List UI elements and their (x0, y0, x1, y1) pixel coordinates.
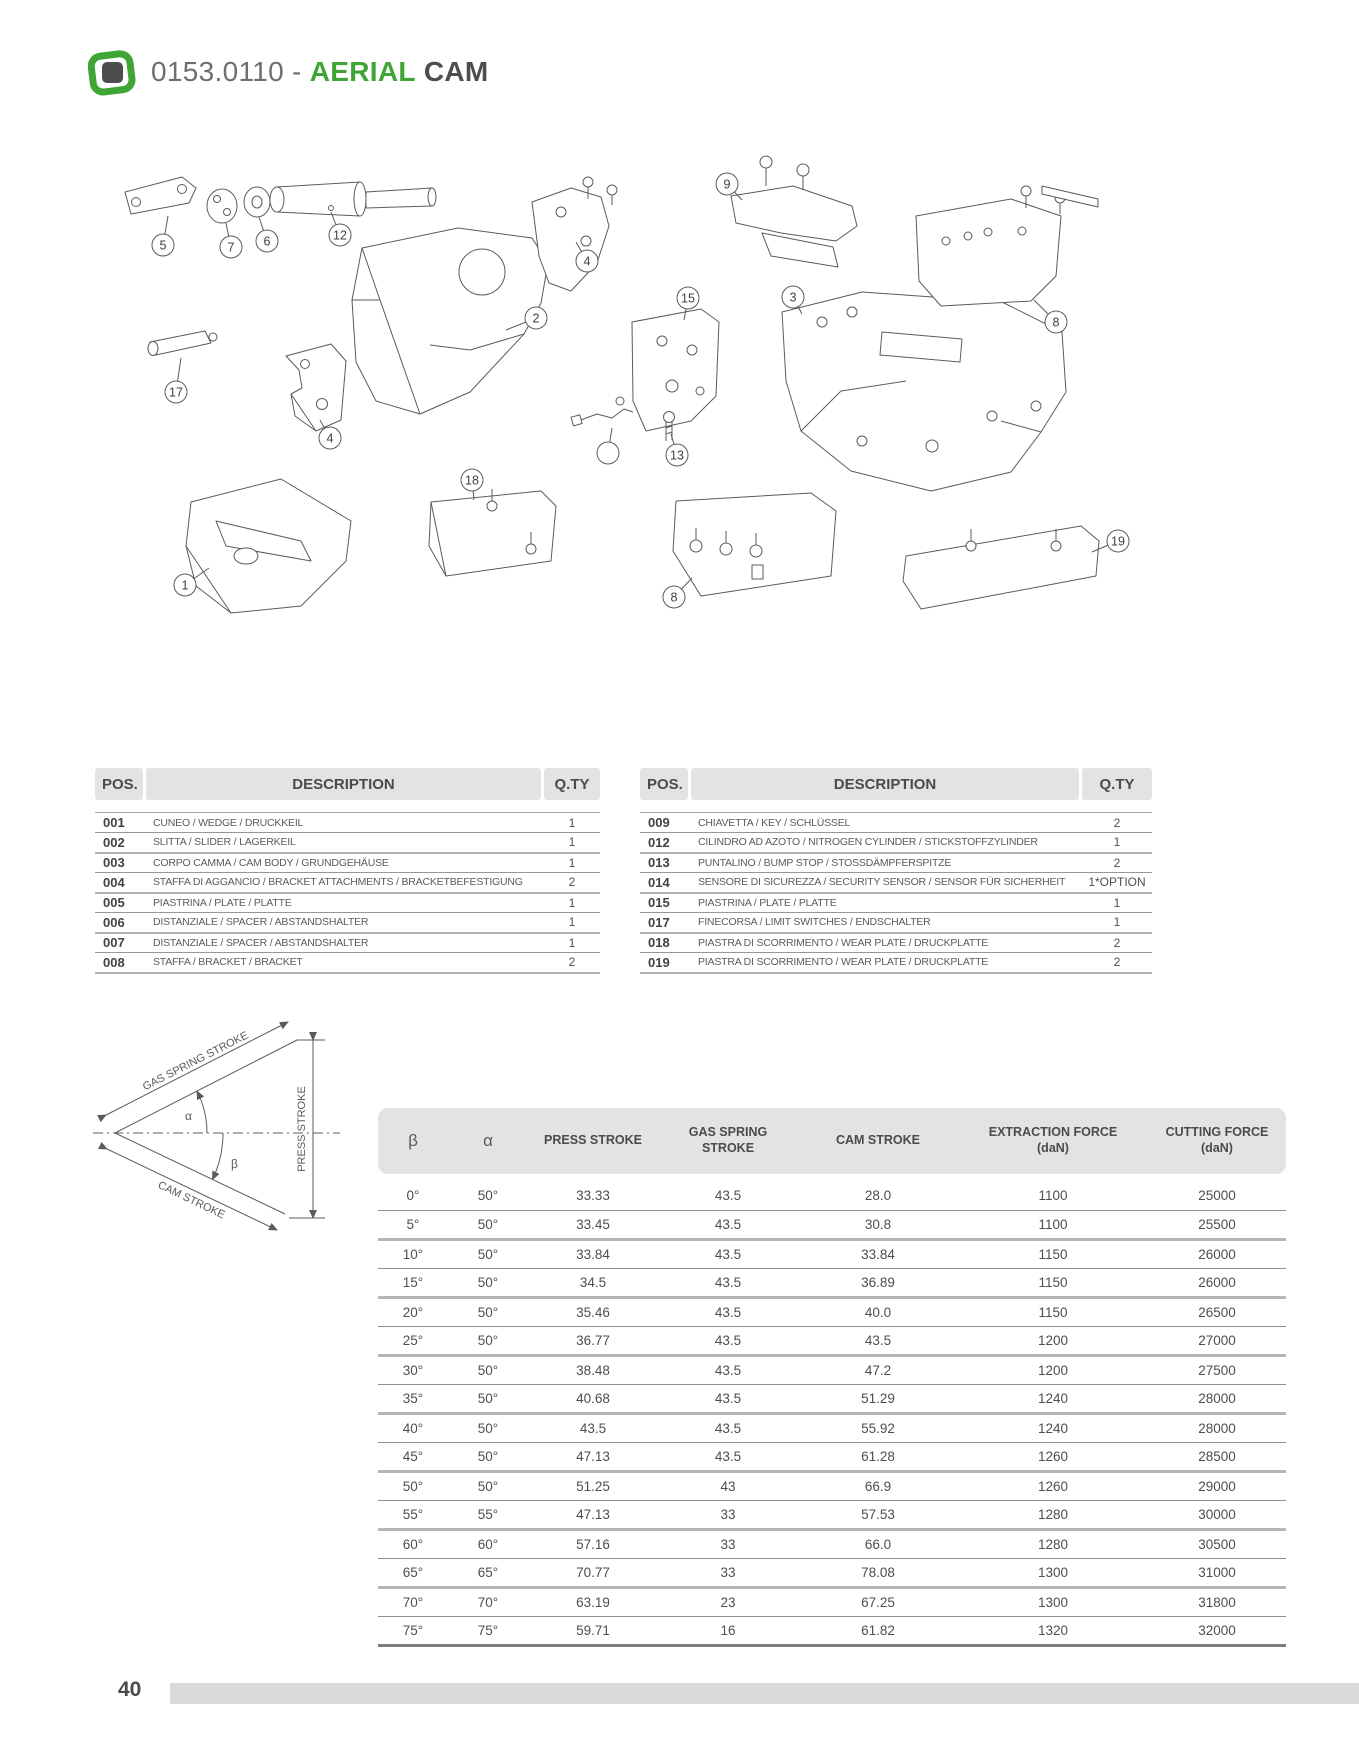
part-pos: 005 (103, 895, 125, 911)
stroke-cell: 26000 (1198, 1274, 1236, 1290)
stroke-cell: 59.71 (576, 1622, 610, 1638)
svg-text:12: 12 (333, 228, 347, 243)
stroke-cell: 33.84 (576, 1246, 610, 1262)
stroke-row (378, 1355, 1286, 1384)
stroke-cell: 50° (477, 1362, 499, 1378)
part-qty: 1 (1113, 915, 1121, 930)
part-qty: 1 (1113, 835, 1121, 850)
stroke-cell: 40.0 (864, 1304, 892, 1320)
part-sketches (125, 156, 1099, 613)
extraction-force-column-header: EXTRACTION FORCE (daN) (988, 1125, 1118, 1155)
stroke-cell: 43.5 (714, 1304, 742, 1320)
stroke-row (378, 1442, 1286, 1471)
beta-label: β (231, 1157, 238, 1171)
cam-stroke-label: CAM STROKE (155, 1179, 227, 1222)
stroke-cell: 55.92 (861, 1420, 895, 1436)
svg-text:7: 7 (227, 240, 235, 255)
part-description: DISTANZIALE / SPACER / ABSTANDSHALTER (153, 916, 369, 929)
stroke-cell: 30000 (1198, 1506, 1236, 1522)
stroke-angle-diagram (85, 1018, 365, 1250)
parts-row (640, 833, 1152, 853)
stroke-cell: 25500 (1198, 1216, 1236, 1232)
part-pos: 001 (103, 815, 125, 830)
stroke-cell: 43.5 (714, 1246, 742, 1262)
stroke-cell: 70.77 (576, 1564, 610, 1580)
stroke-cell: 66.9 (864, 1478, 892, 1494)
stroke-cell: 10° (402, 1246, 424, 1262)
stroke-cell: 34.5 (579, 1274, 607, 1290)
part-qty: 1 (568, 895, 576, 910)
part-qty: 1*OPTION (1088, 875, 1146, 890)
stroke-cell: 43.5 (714, 1274, 742, 1290)
svg-text:18: 18 (465, 473, 479, 488)
stroke-cell: 1100 (1038, 1216, 1068, 1232)
parts-row (640, 813, 1152, 833)
stroke-cell: 1100 (1038, 1187, 1068, 1203)
stroke-data-table (378, 1181, 1286, 1647)
parts-table-right (640, 812, 1152, 974)
stroke-cell: 31800 (1198, 1594, 1236, 1610)
stroke-cell: 35° (402, 1390, 424, 1406)
stroke-cell: 43.5 (714, 1390, 742, 1406)
callout-8 (663, 578, 692, 608)
stroke-row (378, 1181, 1286, 1210)
qty-column-header: Q.TY (544, 768, 600, 800)
stroke-cell: 1240 (1037, 1420, 1069, 1436)
stroke-cell: 1150 (1038, 1246, 1068, 1262)
stroke-row (378, 1384, 1286, 1413)
stroke-cell: 75° (402, 1622, 424, 1638)
stroke-table-header (378, 1108, 1286, 1174)
product-code: 0153.0110 - (151, 56, 310, 87)
part-description: PUNTALINO / BUMP STOP / STOSSDÄMPFERSPITZE (698, 856, 952, 869)
svg-text:9: 9 (723, 177, 731, 192)
stroke-cell: 66.0 (864, 1536, 892, 1552)
stroke-row (378, 1326, 1286, 1355)
stroke-cell: 50° (477, 1332, 499, 1348)
part-pos: 015 (648, 895, 670, 911)
callout-14 (597, 428, 619, 464)
part-qty: 1 (568, 815, 576, 830)
part-pos: 006 (103, 914, 125, 930)
parts-row (640, 873, 1152, 893)
stroke-cell: 47.13 (576, 1448, 610, 1464)
stroke-row (378, 1558, 1286, 1587)
callout-7 (220, 223, 242, 258)
parts-row (640, 913, 1152, 933)
stroke-cell: 65° (477, 1564, 499, 1580)
stroke-row (378, 1616, 1286, 1645)
part-description: PIASTRINA / PLATE / PLATTE (698, 896, 837, 909)
part-qty: 2 (1113, 815, 1121, 830)
parts-row (640, 933, 1152, 953)
stroke-row (378, 1529, 1286, 1558)
stroke-cell: 51.25 (576, 1478, 610, 1494)
part-description: SENSORE DI SICUREZZA / SECURITY SENSOR / SENSOR FÜR SICHERHEIT (698, 876, 1066, 889)
stroke-cell: 26000 (1198, 1246, 1236, 1262)
parts-table-left-header (95, 768, 600, 800)
part-pos: 013 (648, 855, 670, 871)
part-pos: 002 (103, 834, 125, 850)
stroke-cell: 50° (477, 1448, 499, 1464)
stroke-row (378, 1210, 1286, 1239)
part-pos: 018 (648, 935, 670, 951)
stroke-cell: 43.5 (579, 1420, 607, 1436)
stroke-cell: 38.48 (576, 1362, 610, 1378)
stroke-cell: 1260 (1037, 1478, 1069, 1494)
stroke-cell: 75° (477, 1622, 499, 1638)
alpha-label: α (185, 1109, 192, 1123)
stroke-cell: 1150 (1038, 1274, 1068, 1290)
stroke-cell: 31000 (1198, 1564, 1236, 1580)
part-pos: 007 (103, 935, 125, 951)
description-column-header: DESCRIPTION (691, 768, 1079, 800)
stroke-cell: 61.82 (861, 1622, 895, 1638)
part-description: PIASTRA DI SCORRIMENTO / WEAR PLATE / DRUCKPLATTE (698, 936, 989, 949)
stroke-cell: 43.5 (864, 1332, 892, 1348)
stroke-cell: 1240 (1037, 1390, 1069, 1406)
stroke-cell: 57.16 (576, 1536, 610, 1552)
stroke-cell: 50° (477, 1187, 499, 1203)
part-description: STAFFA / BRACKET / BRACKET (153, 956, 303, 969)
stroke-cell: 30.8 (864, 1216, 892, 1232)
stroke-cell: 23 (720, 1594, 736, 1610)
part-description: CORPO CAMMA / CAM BODY / GRUNDGEHÄUSE (153, 856, 389, 869)
stroke-cell: 50° (477, 1420, 499, 1436)
stroke-cell: 1280 (1037, 1506, 1069, 1522)
stroke-cell: 55° (477, 1506, 499, 1522)
stroke-row (378, 1500, 1286, 1529)
stroke-cell: 32000 (1198, 1622, 1236, 1638)
stroke-cell: 25° (402, 1332, 424, 1348)
cutting-force-column-header: CUTTING FORCE (daN) (1165, 1125, 1269, 1155)
part-description: CUNEO / WEDGE / DRUCKKEIL (153, 816, 304, 829)
stroke-cell: 50° (477, 1274, 499, 1290)
parts-row (95, 893, 600, 913)
parts-row (95, 873, 600, 893)
svg-text:4: 4 (583, 254, 591, 269)
part-pos: 017 (648, 914, 670, 930)
stroke-row (378, 1471, 1286, 1500)
parts-row (640, 893, 1152, 913)
qty-column-header: Q.TY (1082, 768, 1152, 800)
stroke-cell: 1200 (1037, 1332, 1069, 1348)
page-number: 40 (118, 1678, 142, 1701)
stroke-cell: 67.25 (861, 1594, 895, 1610)
stroke-cell: 16 (720, 1622, 736, 1638)
stroke-cell: 28000 (1198, 1420, 1236, 1436)
stroke-row (378, 1413, 1286, 1442)
stroke-cell: 50° (402, 1478, 424, 1494)
svg-text:15: 15 (681, 291, 695, 306)
stroke-cell: 33.45 (576, 1216, 610, 1232)
part-qty: 1 (568, 835, 576, 850)
stroke-cell: 55° (402, 1506, 424, 1522)
svg-text:2: 2 (532, 311, 540, 326)
stroke-cell: 15° (402, 1274, 424, 1290)
stroke-cell: 78.08 (861, 1564, 895, 1580)
stroke-cell: 36.77 (576, 1332, 610, 1348)
stroke-cell: 43.5 (714, 1362, 742, 1378)
stroke-cell: 47.13 (576, 1506, 610, 1522)
stroke-cell: 50° (477, 1216, 499, 1232)
stroke-cell: 65° (402, 1564, 424, 1580)
stroke-cell: 1300 (1037, 1594, 1069, 1610)
stroke-cell: 33.33 (576, 1187, 610, 1203)
stroke-cell: 50° (477, 1246, 499, 1262)
stroke-cell: 43.5 (714, 1187, 742, 1203)
description-column-header: DESCRIPTION (146, 768, 541, 800)
callout-18 (461, 469, 483, 500)
stroke-row (378, 1587, 1286, 1616)
svg-text:5: 5 (159, 238, 167, 253)
stroke-cell: 63.19 (576, 1594, 610, 1610)
stroke-cell: 70° (402, 1594, 424, 1610)
callout-9 (716, 173, 742, 200)
stroke-row (378, 1268, 1286, 1297)
beta-column-header: β (408, 1131, 418, 1151)
svg-text:8: 8 (1052, 315, 1060, 330)
stroke-cell: 0° (406, 1187, 420, 1203)
stroke-cell: 29000 (1198, 1478, 1236, 1494)
svg-text:17: 17 (169, 385, 183, 400)
callout-13 (666, 434, 688, 466)
stroke-cell: 1280 (1037, 1536, 1069, 1552)
parts-row (95, 853, 600, 873)
part-description: PIASTRINA / PLATE / PLATTE (153, 896, 292, 909)
parts-table-left (95, 812, 600, 974)
press-stroke-column-header: PRESS STROKE (544, 1133, 642, 1148)
stroke-cell: 5° (406, 1216, 420, 1232)
svg-text:13: 13 (670, 448, 684, 463)
stroke-cell: 47.2 (864, 1362, 892, 1378)
stroke-cell: 35.46 (576, 1304, 610, 1320)
part-description: PIASTRA DI SCORRIMENTO / WEAR PLATE / DRUCKPLATTE (698, 956, 989, 969)
callout-12 (329, 212, 351, 246)
part-qty: 1 (568, 915, 576, 930)
stroke-cell: 60° (477, 1536, 499, 1552)
stroke-cell: 50° (477, 1390, 499, 1406)
part-pos: 004 (103, 874, 125, 890)
stroke-cell: 28500 (1198, 1448, 1236, 1464)
stroke-cell: 43.5 (714, 1216, 742, 1232)
alpha-column-header: α (483, 1131, 493, 1151)
parts-table-right-header (640, 768, 1152, 800)
stroke-cell: 33.84 (861, 1246, 895, 1262)
stroke-cell: 60° (402, 1536, 424, 1552)
press-stroke-label: PRESS STROKE (296, 1086, 308, 1172)
title-secondary-word: CAM (423, 56, 489, 87)
part-description: DISTANZIALE / SPACER / ABSTANDSHALTER (153, 936, 369, 949)
stroke-cell: 43 (720, 1478, 736, 1494)
stroke-cell: 36.89 (861, 1274, 895, 1290)
stroke-cell: 43.5 (714, 1448, 742, 1464)
parts-row (95, 933, 600, 953)
part-qty: 2 (1113, 855, 1121, 870)
stroke-cell: 20° (402, 1304, 424, 1320)
title-primary: AERIAL (309, 56, 416, 87)
stroke-cell: 25000 (1198, 1187, 1236, 1203)
part-pos: 019 (648, 954, 670, 970)
pos-column-header: POS. (640, 768, 688, 800)
parts-row (95, 953, 600, 973)
stroke-cell: 28000 (1198, 1390, 1236, 1406)
stroke-cell: 57.53 (861, 1506, 895, 1522)
stroke-row (378, 1239, 1286, 1268)
part-description: CILINDRO AD AZOTO / NITROGEN CYLINDER / STICKSTOFFZYLINDER (698, 836, 1038, 849)
part-qty: 2 (568, 875, 576, 890)
svg-text:3: 3 (789, 290, 797, 305)
part-description: STAFFA DI AGGANCIO / BRACKET ATTACHMENTS / BRACKETBEFESTIGUNG (153, 876, 523, 889)
stroke-cell: 61.28 (861, 1448, 895, 1464)
part-qty: 2 (568, 955, 576, 970)
stroke-cell: 1260 (1037, 1448, 1069, 1464)
stroke-cell: 40° (402, 1420, 424, 1436)
stroke-cell: 1150 (1038, 1304, 1068, 1320)
part-description: SLITTA / SLIDER / LAGERKEIL (153, 836, 296, 849)
part-pos: 008 (103, 954, 125, 970)
part-qty: 1 (568, 935, 576, 950)
parts-row (95, 913, 600, 933)
stroke-cell: 43.5 (714, 1420, 742, 1436)
stroke-cell: 70° (477, 1594, 499, 1610)
svg-text:14: 14 (601, 446, 615, 461)
part-qty: 1 (568, 855, 576, 870)
stroke-cell: 45° (402, 1448, 424, 1464)
stroke-cell: 1200 (1037, 1362, 1069, 1378)
part-description: FINECORSA / LIMIT SWITCHES / ENDSCHALTER (698, 916, 931, 929)
stroke-cell: 26500 (1198, 1304, 1236, 1320)
stroke-cell: 1320 (1037, 1622, 1069, 1638)
stroke-cell: 50° (477, 1478, 499, 1494)
svg-text:8: 8 (670, 590, 678, 605)
svg-text:6: 6 (263, 234, 271, 249)
parts-row (640, 953, 1152, 973)
parts-row (95, 833, 600, 853)
part-qty: 2 (1113, 935, 1121, 950)
part-pos: 012 (648, 834, 670, 850)
part-qty: 1 (1113, 895, 1121, 910)
callout-17 (165, 358, 187, 403)
cam-stroke-column-header: CAM STROKE (835, 1133, 921, 1148)
pos-column-header: POS. (95, 768, 143, 800)
parts-row (640, 853, 1152, 873)
gas-spring-stroke-label: GAS SPRING STROKE (140, 1029, 251, 1094)
stroke-cell: 27000 (1198, 1332, 1236, 1348)
stroke-cell: 33 (720, 1506, 736, 1522)
stroke-cell: 27500 (1198, 1362, 1236, 1378)
stroke-cell: 40.68 (576, 1390, 610, 1406)
exploded-view-diagram (0, 0, 1359, 690)
stroke-cell: 30° (402, 1362, 424, 1378)
part-pos: 014 (648, 874, 670, 890)
stroke-row (378, 1297, 1286, 1326)
svg-text:19: 19 (1111, 534, 1125, 549)
stroke-cell: 1300 (1037, 1564, 1069, 1580)
part-qty: 2 (1113, 955, 1121, 970)
part-description: CHIAVETTA / KEY / SCHLÜSSEL (698, 816, 851, 829)
svg-text:4: 4 (326, 431, 334, 446)
parts-row (95, 813, 600, 833)
part-pos: 003 (103, 855, 125, 871)
stroke-cell: 33 (720, 1536, 736, 1552)
callout-5 (152, 216, 174, 256)
stroke-cell: 33 (720, 1564, 736, 1580)
svg-text:1: 1 (181, 578, 189, 593)
stroke-cell: 50° (477, 1304, 499, 1320)
part-pos: 009 (648, 815, 670, 830)
stroke-cell: 28.0 (864, 1187, 892, 1203)
stroke-cell: 30500 (1198, 1536, 1236, 1552)
footer-bar (170, 1683, 1359, 1704)
stroke-cell: 43.5 (714, 1332, 742, 1348)
stroke-cell: 51.29 (861, 1390, 895, 1406)
callout-6 (256, 217, 278, 252)
gas-spring-stroke-column-header: GAS SPRING STROKE (688, 1125, 768, 1155)
